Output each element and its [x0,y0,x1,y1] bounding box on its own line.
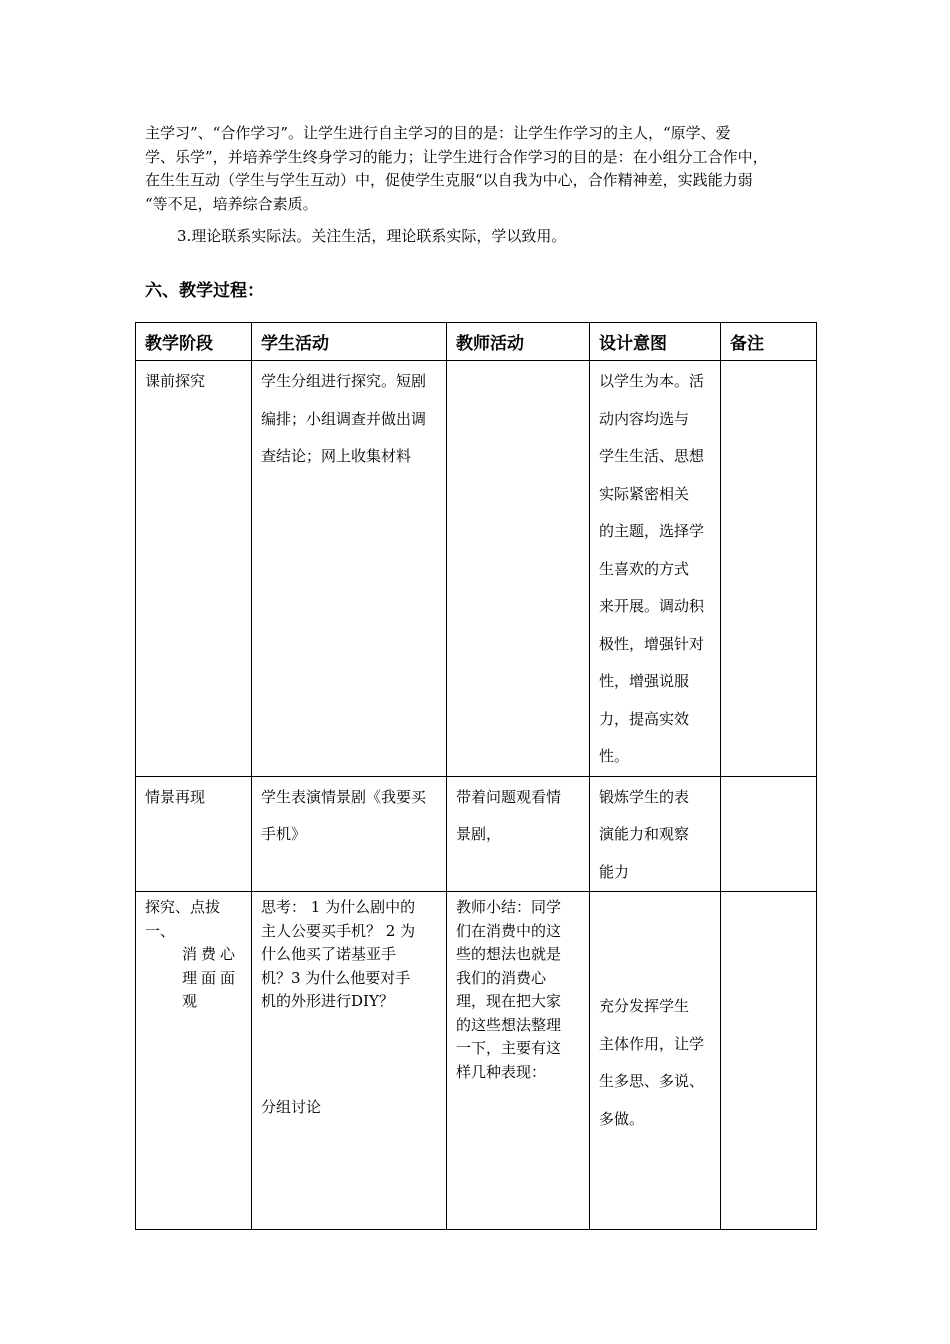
cell-line: 我们的消费心 [456,968,547,987]
header-stage: 教学阶段 [136,323,252,361]
cell-line: 消费心 [182,945,240,963]
cell-line: 性。 [599,747,630,765]
intro-paragraph [145,122,825,216]
cell-line: 主体作用，让学 [599,1034,705,1053]
stage-cell [136,892,252,1230]
design-cell [590,776,721,892]
cell-line: 查结论；网上收集材料 [261,447,412,465]
design-cell [590,361,721,777]
cell-line: 观 [182,992,202,1010]
table-header-row [136,323,817,361]
cell-line: 演能力和观察 [599,825,690,843]
cell-line: 的这些想法整理 [456,1015,562,1034]
method-line: 3.理论联系实际法。关注生活，理论联系实际，学以致用。 [177,227,567,245]
cell-line: 锻炼学生的表 [599,787,690,806]
cell-line: 的主题，选择学 [599,522,705,540]
header-design: 设计意图 [590,323,721,361]
cell-line: 样几种表现： [456,1062,547,1081]
header-student: 学生活动 [252,323,447,361]
table-row [136,361,817,777]
stage-title: 探究、点拔一、 [145,898,221,940]
teacher-cell [447,776,590,892]
student-cell [252,361,447,777]
cell-line: 多做。 [599,1109,645,1128]
cell-line: 教师小结：同学 [456,898,562,916]
text-line: 在生生互动（学生与学生互动）中，促使学生克服“以自我为中心，合作精神差，实践能力弱 [145,171,753,189]
cell-line: 生多思、多说、 [599,1072,705,1090]
text-line: 学、乐学”，并培养学生终身学习的能力；让学生进行合作学习的目的是：在小组分工合作中， [145,147,768,166]
cell-line: 编排；小组调查并做出调 [261,409,427,428]
design-cell [590,892,721,1230]
cell-line: 极性，增强针对 [599,634,705,653]
table-row [136,776,817,892]
cell-line: 们在消费中的这 [456,921,562,940]
text-line: 主学习”、“合作学习”。让学生进行自主学习的目的是：让学生作学习的主人，“原学、爱 [145,124,731,142]
teaching-process-table [135,322,817,1230]
cell-line: 理面面 [182,968,240,987]
stage-cell: 课前探究 [136,361,252,777]
note-cell [721,361,817,777]
student-cell [252,892,447,1230]
cell-line: 来开展。调动积 [599,597,705,615]
teacher-cell [447,892,590,1230]
header-teacher: 教师活动 [447,323,590,361]
cell-line: 力，提高实效 [599,709,690,728]
cell-line: 学生分组进行探究。短剧 [261,372,427,390]
table-row [136,892,817,1230]
text-line: “等不足，培养综合素质。 [145,194,318,213]
cell-line: 手机》 [261,825,307,843]
cell-line: 能力 [599,862,630,881]
cell-line: 机？3 为什么他要对手 [261,968,411,987]
cell-line: 性，增强说服 [599,672,690,690]
cell-line: 动内容均选与 [599,409,690,428]
cell-line: 分组讨论 [261,1097,322,1116]
cell-line: 机的外形进行DIY？ [261,992,394,1010]
cell-line: 以学生为本。活 [599,372,705,390]
student-cell [252,776,447,892]
cell-line: 景剧， [456,825,502,843]
section-heading: 六、教学过程： [145,281,264,301]
cell-line: 学生表演情景剧《我要买 [261,787,427,806]
cell-line: 带着问题观看情 [456,787,562,806]
stage-subtitle [145,943,242,1014]
cell-line: 主人公要买手机？ 2 为 [261,921,416,940]
cell-line: 一下，主要有这 [456,1039,562,1057]
stage-cell: 情景再现 [136,776,252,892]
cell-line: 充分发挥学生 [599,997,690,1015]
note-cell [721,892,817,1230]
cell-line: 理，现在把大家 [456,992,562,1010]
cell-line: 实际紧密相关 [599,484,690,503]
cell-line: 思考： 1 为什么剧中的 [261,898,416,916]
cell-line: 生喜欢的方式 [599,559,690,578]
cell-line: 什么他买了诺基亚手 [261,945,397,963]
teacher-cell [447,361,590,777]
header-note: 备注 [721,323,817,361]
note-cell [721,776,817,892]
cell-line: 学生生活、思想 [599,447,705,465]
cell-line: 些的想法也就是 [456,945,562,963]
